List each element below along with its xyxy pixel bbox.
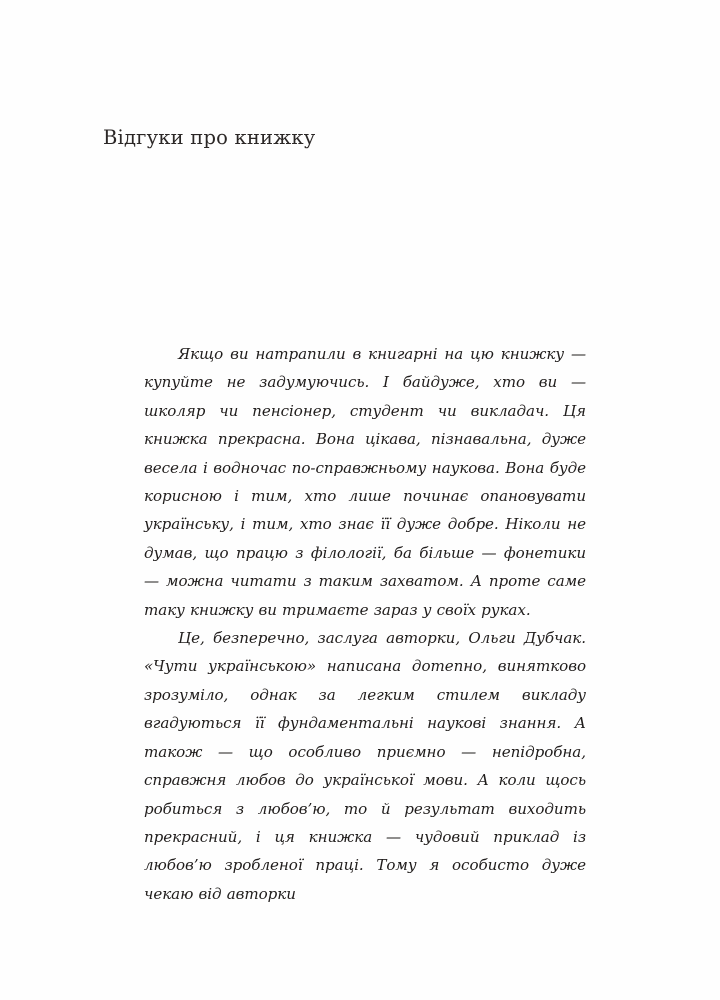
paragraph: Це, безперечно, заслуга авторки, Ольги Дубчак. «Чути українською» написана дотепно, винятково зрозуміло, однак за легким стилем викладу вгадуються її фундаментальні наукові знання. А також — що особливо приємно — непідробна, справжня любов до української мови. А коли щось робиться з любов’ю, то й результат виходить прекрасний, і ця книжка — чудовий приклад із любов’ю зробленої праці. Тому я особисто дуже чекаю від авторки (144, 629, 586, 903)
paragraph: Якщо ви натрапили в книгарні на цю книжку — купуйте не задумуючись. І байдуже, хто ви — школяр чи пенсіонер, студент чи викладач. Ця книжка прекрасна. Вона цікава, пізнавальна, дуже весела і водночас по-справжньому наукова. Вона буде корисною і тим, хто лише починає опановувати українську, і тим, хто знає її дуже добре. Ніколи не думав, що працю з філології, ба більше — фонетики — можна читати з таким захватом. А проте саме таку книжку ви тримаєте зараз у своїх руках. (144, 345, 586, 619)
page-title: Відгуки про книжку (103, 126, 316, 150)
body-text-block (144, 340, 586, 908)
